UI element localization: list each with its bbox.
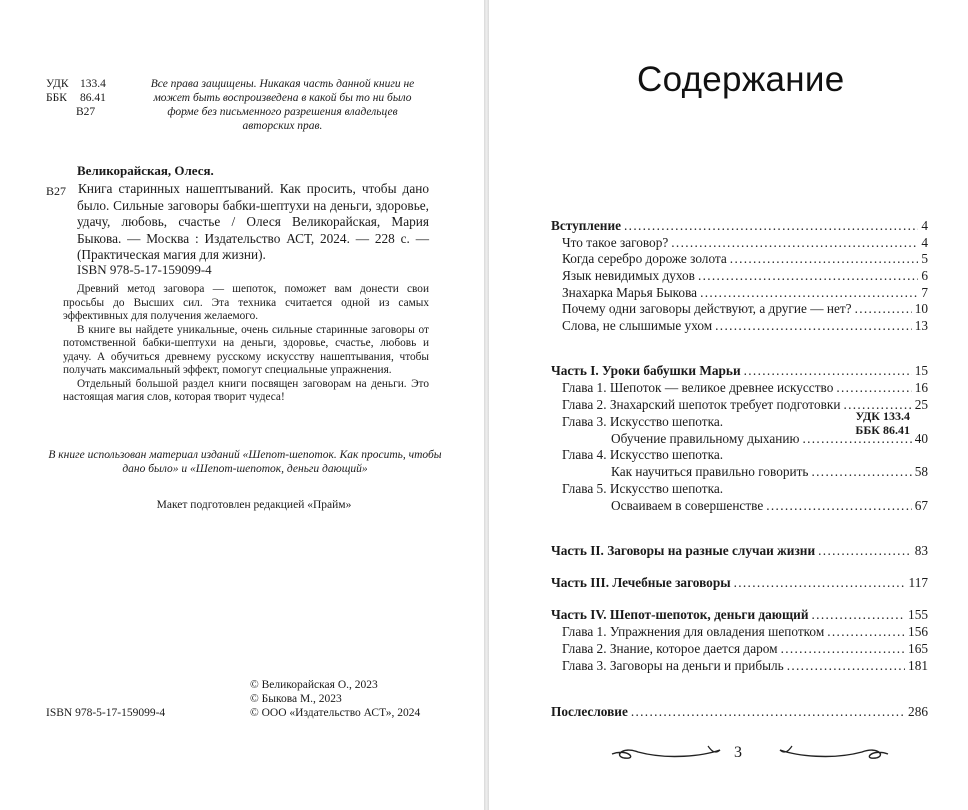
toc-leader-dots <box>624 218 918 234</box>
toc-leader-dots <box>812 464 912 480</box>
code-key: УДК <box>46 78 69 90</box>
toc-label: Часть I. Уроки бабушки Марьи <box>551 363 741 378</box>
toc-label: Часть III. Лечебные заговоры <box>551 575 731 590</box>
author-heading: Великорайская, Олеся. <box>77 163 214 178</box>
toc-label: Осваиваем в совершенстве <box>611 498 764 513</box>
toc-label: Глава 4. Искусство шепотка. <box>562 447 724 462</box>
toc-leader-dots <box>836 380 911 396</box>
toc-label: Почему одни заговоры действуют, а другие — нет? <box>562 301 852 316</box>
toc-leader-dots <box>700 285 918 301</box>
toc-label: Глава 3. Искусство шепотка. <box>562 414 724 429</box>
bbk-code <box>46 91 136 105</box>
toc-page-number: 155 <box>908 607 928 622</box>
toc-entry <box>562 318 928 334</box>
toc-leader-dots <box>766 498 911 514</box>
toc-entry <box>611 431 928 447</box>
toc-label: Язык невидимых духов <box>562 268 695 283</box>
isbn: ISBN 978-5-17-159099-4 <box>77 262 212 277</box>
code-value: 133.4 <box>80 78 106 90</box>
toc-label: Глава 2. Знахарский шепоток требует подготовки <box>562 397 841 412</box>
toc-entry <box>562 251 928 267</box>
toc-label: Знахарка Марья Быкова <box>562 285 698 300</box>
toc-leader-dots <box>812 607 906 623</box>
bib-author-mark: В27 <box>46 184 67 198</box>
toc-leader-dots <box>698 268 918 284</box>
toc-entry <box>562 397 928 413</box>
toc-leader-dots <box>730 251 919 267</box>
toc-leader-dots <box>744 363 912 379</box>
toc-leader-dots <box>734 575 906 591</box>
toc-entry <box>562 481 723 497</box>
toc-label: Часть II. Заговоры на разные случаи жизни <box>551 543 816 558</box>
author-mark-code: В27 <box>76 106 96 118</box>
toc-label: Послесловие <box>551 704 628 719</box>
toc-page-number: 13 <box>914 318 928 333</box>
toc-label: Глава 1. Шепоток — великое древнее искусство <box>562 380 834 395</box>
toc-entry <box>562 658 928 674</box>
toc-part-entry <box>551 218 928 234</box>
toc-leader-dots <box>631 704 905 720</box>
toc-entry <box>562 414 723 430</box>
flourish-ornament-icon <box>608 738 892 768</box>
toc-part-entry <box>551 363 928 379</box>
toc-page-number: 4 <box>921 218 928 233</box>
toc-leader-dots <box>855 301 912 317</box>
toc-entry <box>611 464 928 480</box>
toc-page-number: 83 <box>914 543 928 558</box>
toc-label: Слова, не слышимые ухом <box>562 318 713 333</box>
copyright-line: © Великорайская О., 2023 <box>250 679 378 691</box>
layout-credit: Макет подготовлен редакцией «Прайм» <box>156 499 352 511</box>
toc-label: Глава 3. Заговоры на деньги и прибыль <box>562 658 784 673</box>
classification-codes <box>46 77 136 119</box>
toc-page-number: 10 <box>914 301 928 316</box>
toc-entry <box>611 498 928 514</box>
bibliographic-description: Книга старинных нашептываний. Как просить, чтобы дано было. Сильные заговоры бабки-шептухи на деньги, здоровье, удачу, любовь, счастье / Олеся Великорайская, Мария Быкова. — Москва : Издательство АСТ, 2024. — 228 с. — (Практическая магия для жизни). <box>77 181 429 262</box>
toc-leader-dots <box>787 658 905 674</box>
toc-page-number: 7 <box>921 285 928 300</box>
code-key: ББК <box>46 92 67 104</box>
toc-label: Как научиться правильно говорить <box>611 464 809 479</box>
page-number: 3 <box>734 744 742 761</box>
toc-page-number: 25 <box>914 397 928 412</box>
toc-part-entry <box>551 575 928 591</box>
toc-page-number: 5 <box>921 251 928 266</box>
annotation-paragraph: Отдельный большой раздел книги посвящен заговорам на деньги. Это настоящая магия слов, которая творит чудеса! <box>63 377 429 403</box>
toc-leader-dots <box>818 543 912 559</box>
annotation <box>63 283 429 405</box>
toc-label: Вступление <box>551 218 622 233</box>
toc-page-number: 165 <box>908 641 928 656</box>
toc-page-number: 15 <box>914 363 928 378</box>
bbk-code-right: ББК 86.41 <box>855 423 910 437</box>
toc-leader-dots <box>802 431 911 447</box>
copyright-line: © ООО «Издательство АСТ», 2024 <box>250 707 421 719</box>
annotation-paragraph: Древний метод заговора — шепоток, поможет вам донести свои просьбы до Высших сил. Эта техника считается одной из самых эффективных для получения желаемого. <box>63 283 429 322</box>
materials-note: В книге использован материал изданий «Шепот-шепоток. Как просить, чтобы дано было» и «Шепот-шепоток, деньги дающий» <box>48 449 442 475</box>
toc-part-entry <box>551 704 928 720</box>
toc-entry <box>562 268 928 284</box>
toc-title: Содержание <box>637 60 845 99</box>
udk-code <box>46 77 136 91</box>
toc-page-number: 6 <box>921 268 928 283</box>
toc-page-number: 16 <box>914 380 928 395</box>
toc-part-entry <box>551 607 928 623</box>
toc-page-number: 117 <box>908 575 928 590</box>
toc-entry <box>562 641 928 657</box>
toc-page-number: 67 <box>914 498 928 513</box>
toc-label: Когда серебро дороже золота <box>562 251 727 266</box>
toc-page-number: 40 <box>914 431 928 446</box>
isbn-bottom: ISBN 978-5-17-159099-4 <box>46 707 166 719</box>
udk-code-right: УДК 133.4 <box>855 409 910 423</box>
toc-label: Обучение правильному дыханию <box>611 431 800 446</box>
copyright-block <box>250 678 480 720</box>
toc-label: Что такое заговор? <box>562 235 669 250</box>
toc-label: Глава 2. Знание, которое дается даром <box>562 641 778 656</box>
toc-entry <box>562 380 928 396</box>
toc-page-number: 156 <box>908 624 928 639</box>
toc-page-number: 286 <box>908 704 928 719</box>
toc-leader-dots <box>843 397 911 413</box>
toc-entry <box>562 285 928 301</box>
toc-page-number: 4 <box>921 235 928 250</box>
toc-page-number: 181 <box>908 658 928 673</box>
toc-part-entry <box>551 543 928 559</box>
toc-leader-dots <box>781 641 905 657</box>
toc-entry <box>562 447 723 463</box>
toc-entry <box>562 235 928 251</box>
annotation-paragraph: В книге вы найдете уникальные, очень сильные старинные заговоры от потомственной бабки-шептухи на деньги, здоровье, счастье, любовь и удачу. А обучиться древнему русскому искусству нашептывания, чтобы получать максимальный эффект, помогут специальные упражнения. <box>63 323 429 376</box>
toc-entry <box>562 624 928 640</box>
copyright-line: © Быкова М., 2023 <box>250 693 342 705</box>
code-value: 86.41 <box>80 92 106 104</box>
toc-label: Глава 1. Упражнения для овладения шепотком <box>562 624 825 639</box>
toc-page-number: 58 <box>914 464 928 479</box>
toc-leader-dots <box>715 318 912 334</box>
toc-leader-dots <box>827 624 905 640</box>
toc-leader-dots <box>671 235 918 251</box>
rights-notice: Все права защищены. Никакая часть данной книги не может быть воспроизведена в какой бы то ни было форме без письменного разрешения владельцев авторских прав. <box>150 78 415 132</box>
toc-label: Часть IV. Шепот-шепоток, деньги дающий <box>551 607 809 622</box>
toc-label: Глава 5. Искусство шепотка. <box>562 481 724 496</box>
toc-entry <box>562 301 928 317</box>
